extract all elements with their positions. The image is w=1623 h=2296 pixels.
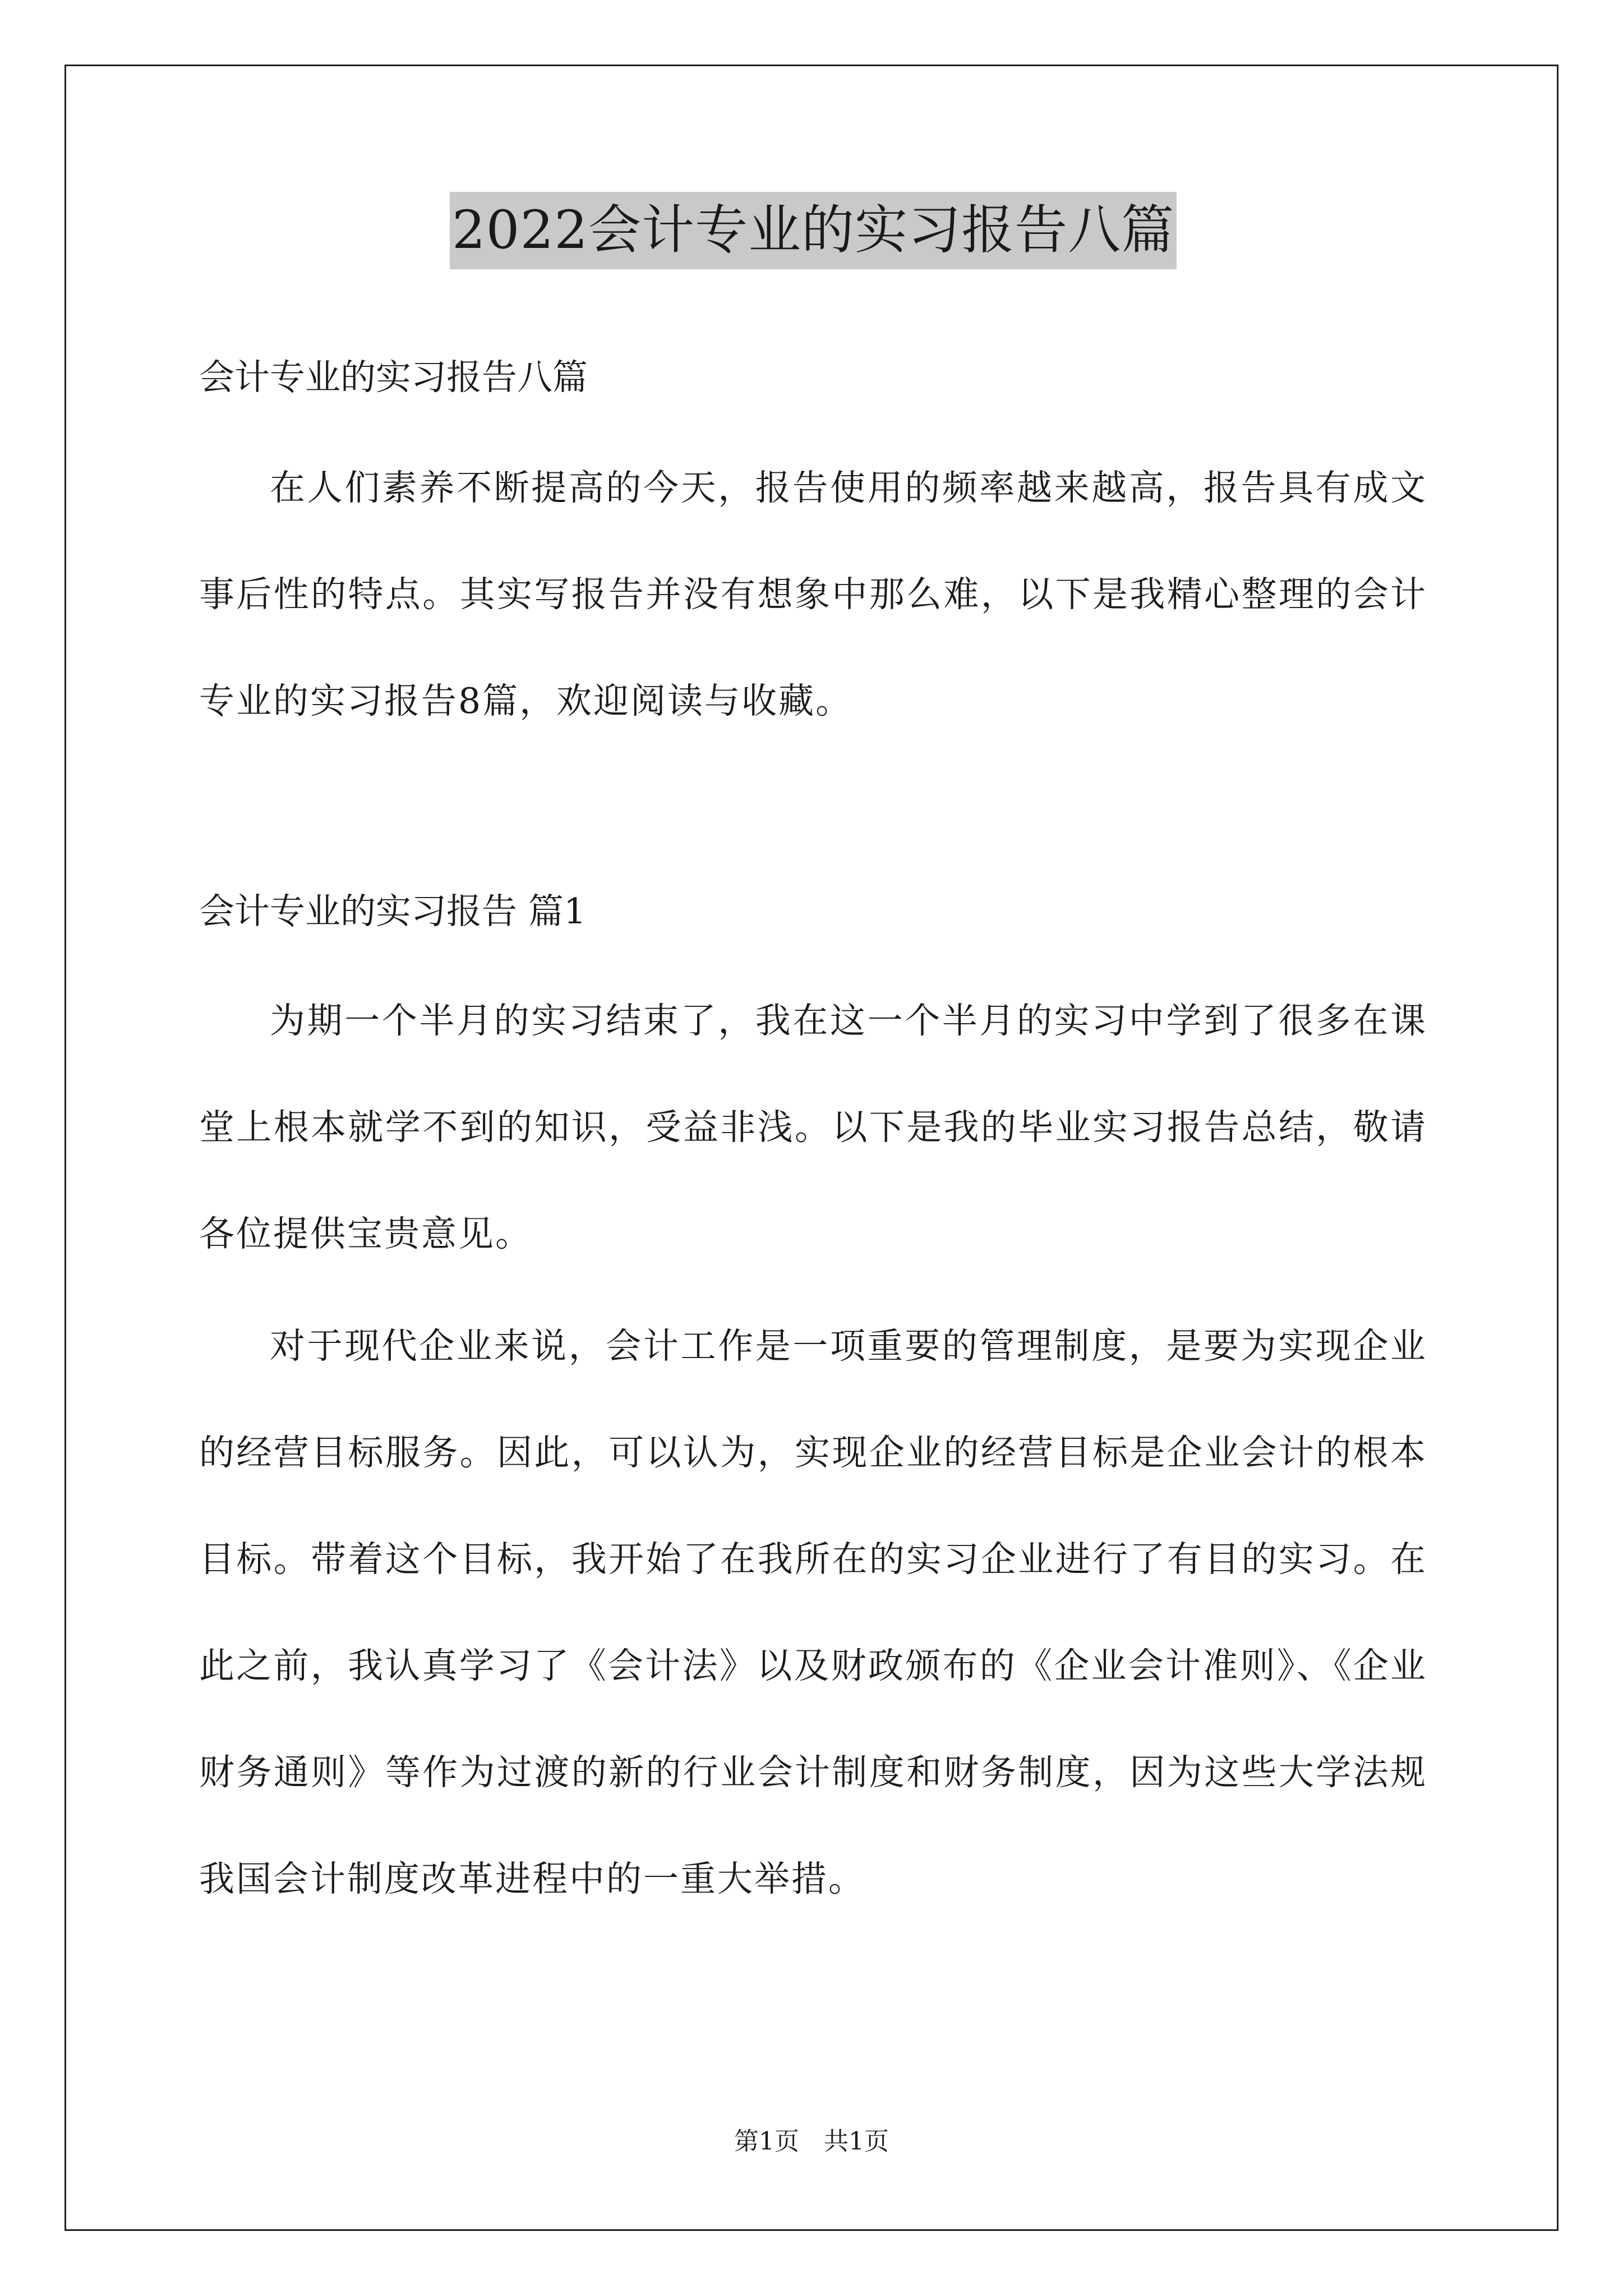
- document-title-text: 2022会计专业的实习报告八篇: [450, 192, 1177, 269]
- body-paragraph: 为期一个半月的实习结束了，我在这一个半月的实习中学到了很多在课堂上根本就学不到的知识，受益非浅。以下是我的毕业实习报告总结，敬请各位提供宝贵意见。: [199, 1000, 1427, 1254]
- page-footer: [0, 2125, 1623, 2159]
- page-total: 共1页: [824, 2127, 889, 2156]
- page-number: 第1页: [734, 2127, 799, 2156]
- section-heading: 会计专业的实习报告 篇1: [199, 891, 587, 932]
- intro-paragraph: 在人们素养不断提高的今天，报告使用的频率越来越高，报告具有成文事后性的特点。其实写报告并没有想象中那么难，以下是我精心整理的会计专业的实习报告8篇，欢迎阅读与收藏。: [199, 467, 1427, 721]
- document-subtitle: 会计专业的实习报告八篇: [199, 357, 588, 398]
- body-paragraph: 对于现代企业来说，会计工作是一项重要的管理制度，是要为实现企业的经营目标服务。因此，可以认为，实现企业的经营目标是企业会计的根本目标。带着这个目标，我开始了在我所在的实习企业进行了有目的实习。在此之前，我认真学习了《会计法》以及财政颁布的《企业会计准则》、《企业财务通则》等作为过渡的新的行业会计制度和财务制度，因为这些大学法规我国会计制度改革进程中的一重大举措。: [199, 1326, 1427, 1899]
- document-title: [199, 192, 1427, 269]
